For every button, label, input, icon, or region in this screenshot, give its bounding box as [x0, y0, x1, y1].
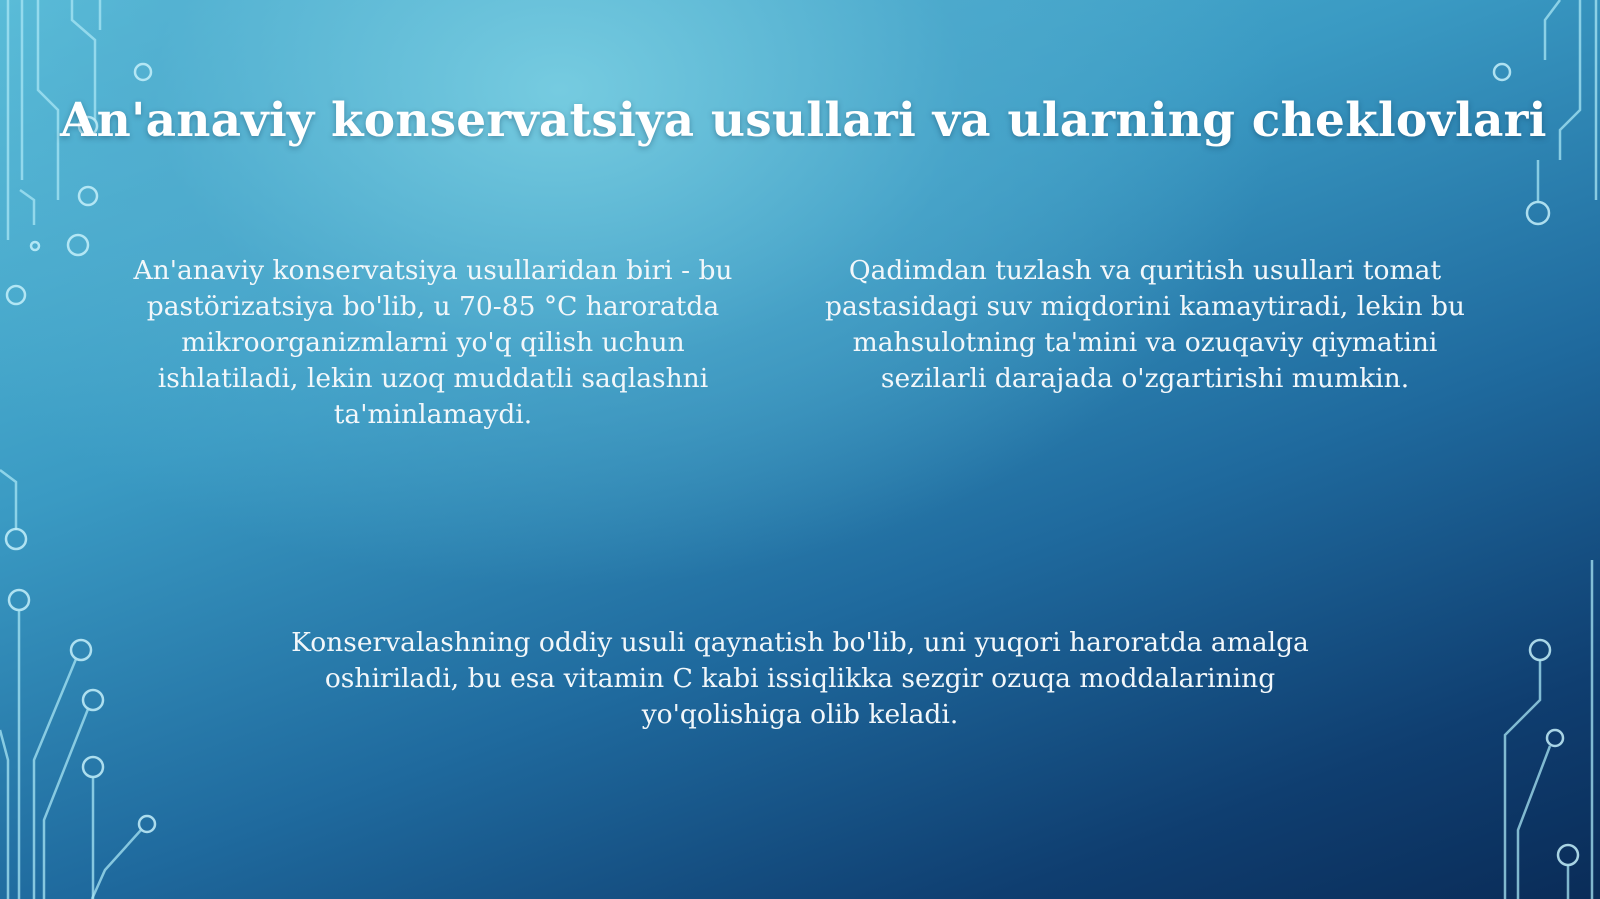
paragraph-salting-drying: Qadimdan tuzlash va quritish usullari tomat pastasidagi suv miqdorini kamaytiradi, lekin bu mahsulotning ta'mini va ozuqaviy qiymatini sezilarli darajada o'zgartirishi mumkin. [824, 254, 1465, 394]
circuit-right-bottom [1505, 560, 1592, 899]
paragraph-boiling: Konservalashning oddiy usuli qaynatish bo'lib, uni yuqori haroratda amalga oshiriladi, bu esa vitamin C kabi issiqlikka sezgir ozuqa moddalarining yo'qolishiga olib keladi. [291, 626, 1309, 730]
paragraph-pasteurization: An'anaviy konservatsiya usullaridan biri - bu pastörizatsiya bo'lib, u 70-85 °C haroratda mikroorganizmlarni yo'q qilish uchun ishlatiladi, lekin uzoq muddatli saqlashni ta'minlamaydi. [133, 254, 733, 430]
circuit-left-bottom [0, 470, 155, 899]
slide-title: An'anaviy konservatsiya usullari va ularning cheklovlari [60, 93, 1547, 149]
